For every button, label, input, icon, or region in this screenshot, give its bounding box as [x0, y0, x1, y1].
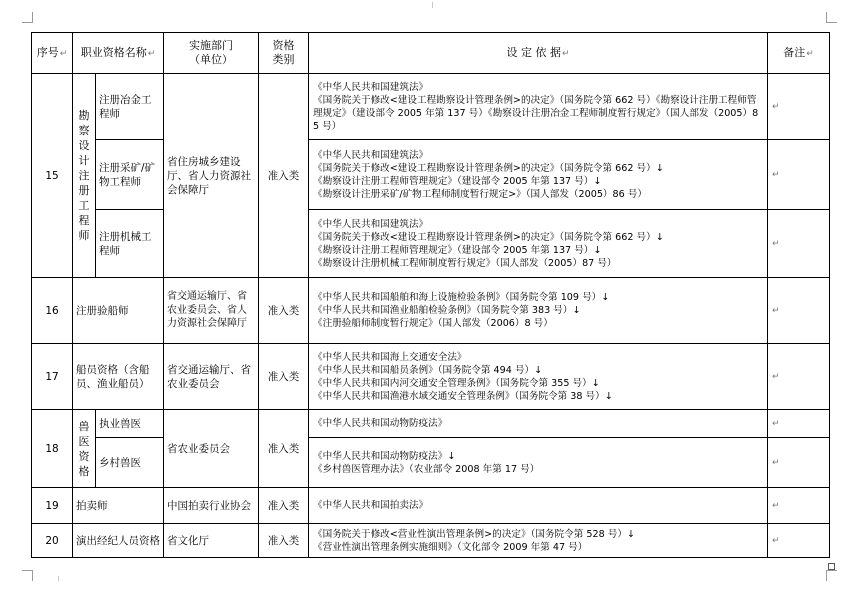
remark-cell: ↵ — [768, 410, 830, 438]
implementing-dept: 省文化厅 — [164, 524, 259, 558]
implementing-dept: 中国拍卖行业协会 — [164, 488, 259, 524]
basis-cell: 《中华人民共和国动物防疫法》↓ 《乡村兽医管理办法》（农业部令 2008 年第 17 号） — [309, 438, 768, 488]
implementing-dept: 省交通运输厅、省农业委员会、省人力资源社会保障厅 — [164, 278, 259, 344]
remark-cell: ↵ — [768, 140, 830, 210]
ruler-tick-top — [432, 2, 433, 8]
page-corner-top-left — [22, 12, 33, 23]
table-row — [32, 278, 830, 344]
qualification-name: 乡村兽医 — [96, 438, 164, 488]
basis-cell: 《中华人民共和国建筑法》 《国务院关于修改<建设工程勘察设计管理条例>的决定》（国务院令第 662 号）《勘察设计注册工程师管理规定》（建设部令 2005 年第 137 号）《勘察设计注册冶金工程师制度暂行规定》（国人部发（2005）85 号） — [309, 74, 768, 140]
qualification-type: 准入类 — [259, 410, 309, 488]
table-row — [32, 140, 830, 210]
qualification-name: 注册冶金工程师 — [96, 74, 164, 140]
header-no: 序号↵ — [32, 33, 73, 74]
table-row — [32, 438, 830, 488]
qualification-table — [31, 32, 830, 558]
basis-cell: 《中华人民共和国建筑法》 《国务院关于修改<建设工程勘察设计管理条例>的决定》（国务院令第 662 号）↓ 《勘察设计注册工程师管理规定》（建设部令 2005 年第 137 号）↓ 《勘察设计注册采矿/矿物工程师制度暂行规定>》（国人部发（2005）86 号） — [309, 140, 768, 210]
remark-cell: ↵ — [768, 524, 830, 558]
header-row — [32, 33, 830, 74]
page-corner-top-right — [826, 12, 837, 23]
table-row — [32, 410, 830, 438]
header-type: 资格 类别 — [259, 33, 309, 74]
group-label-vertical: 勘 察 设 计 注 册 工 程 师 — [73, 74, 96, 278]
qualification-type: 准入类 — [259, 74, 309, 278]
page-corner-bottom-right — [826, 570, 837, 581]
qualification-type: 准入类 — [259, 488, 309, 524]
page-corner-bottom-left — [22, 570, 33, 581]
remark-cell: ↵ — [768, 488, 830, 524]
qualification-name: 演出经纪人员资格 — [73, 524, 164, 558]
qualification-name: 注册采矿/矿物工程师 — [96, 140, 164, 210]
implementing-dept: 省交通运输厅、省农业委员会 — [164, 344, 259, 410]
header-name: 职业资格名称↵ — [73, 33, 164, 74]
qualification-name: 拍卖师 — [73, 488, 164, 524]
qualification-type: 准入类 — [259, 344, 309, 410]
implementing-dept: 省农业委员会 — [164, 410, 259, 488]
header-remark: 备注↵ — [768, 33, 830, 74]
qualification-type: 准入类 — [259, 278, 309, 344]
remark-cell: ↵ — [768, 278, 830, 344]
qualification-type: 准入类 — [259, 524, 309, 558]
basis-cell: 《中华人民共和国拍卖法》 — [309, 488, 768, 524]
remark-cell: ↵ — [768, 210, 830, 278]
row-number: 19 — [32, 488, 73, 524]
row-number: 15 — [32, 74, 73, 278]
remark-cell: ↵ — [768, 438, 830, 488]
remark-cell: ↵ — [768, 344, 830, 410]
basis-cell: 《中华人民共和国动物防疫法》 — [309, 410, 768, 438]
basis-cell: 《中华人民共和国船舶和海上设施检验条例》（国务院令第 109 号）↓ 《中华人民共和国渔业船舶检验条例》（国务院令第 383 号）↓ 《注册验船师制度暂行规定》（国人部发（2006）8 号） — [309, 278, 768, 344]
row-number: 18 — [32, 410, 73, 488]
table-row — [32, 210, 830, 278]
header-basis: 设 定 依 据↵ — [309, 33, 768, 74]
qualification-name: 执业兽医 — [96, 410, 164, 438]
basis-cell: 《中华人民共和国建筑法》 《国务院关于修改<建设工程勘察设计管理条例>的决定》（国务院令第 662 号）↓ 《勘察设计注册工程师管理规定》（建设部令 2005 年第 137 号）↓ 《勘察设计注册机械工程师制度暂行规定》（国人部发（2005）87 号） — [309, 210, 768, 278]
row-number: 16 — [32, 278, 73, 344]
table-row — [32, 74, 830, 140]
qualification-name: 船员资格（含船员、渔业船员） — [73, 344, 164, 410]
row-number: 17 — [32, 344, 73, 410]
ruler-tick-bottom — [58, 576, 59, 581]
header-dept: 实施部门 （单位） — [164, 33, 259, 74]
table-row — [32, 344, 830, 410]
remark-cell: ↵ — [768, 74, 830, 140]
basis-cell: 《中华人民共和国海上交通安全法》 《中华人民共和国船员条例》（国务院令第 494 号）↓ 《中华人民共和国内河交通安全管理条例》（国务院令第 355 号）↓ 《中华人民共和国渔港水域交通安全管理条例》（国务院令第 38 号）↓ — [309, 344, 768, 410]
row-number: 20 — [32, 524, 73, 558]
qualification-name: 注册验船师 — [73, 278, 164, 344]
qualification-name: 注册机械工程师 — [96, 210, 164, 278]
table-row — [32, 524, 830, 558]
basis-cell: 《国务院关于修改<营业性演出管理条例>的决定》（国务院令第 528 号）↓ 《营业性演出管理条例实施细则》（文化部令 2009 年第 47 号） — [309, 524, 768, 558]
table-row — [32, 488, 830, 524]
implementing-dept: 省住房城乡建设厅、省人力资源社会保障厅 — [164, 74, 259, 278]
group-label-vertical: 兽 医 资 格 — [73, 410, 96, 488]
table-end-marker — [828, 563, 835, 570]
